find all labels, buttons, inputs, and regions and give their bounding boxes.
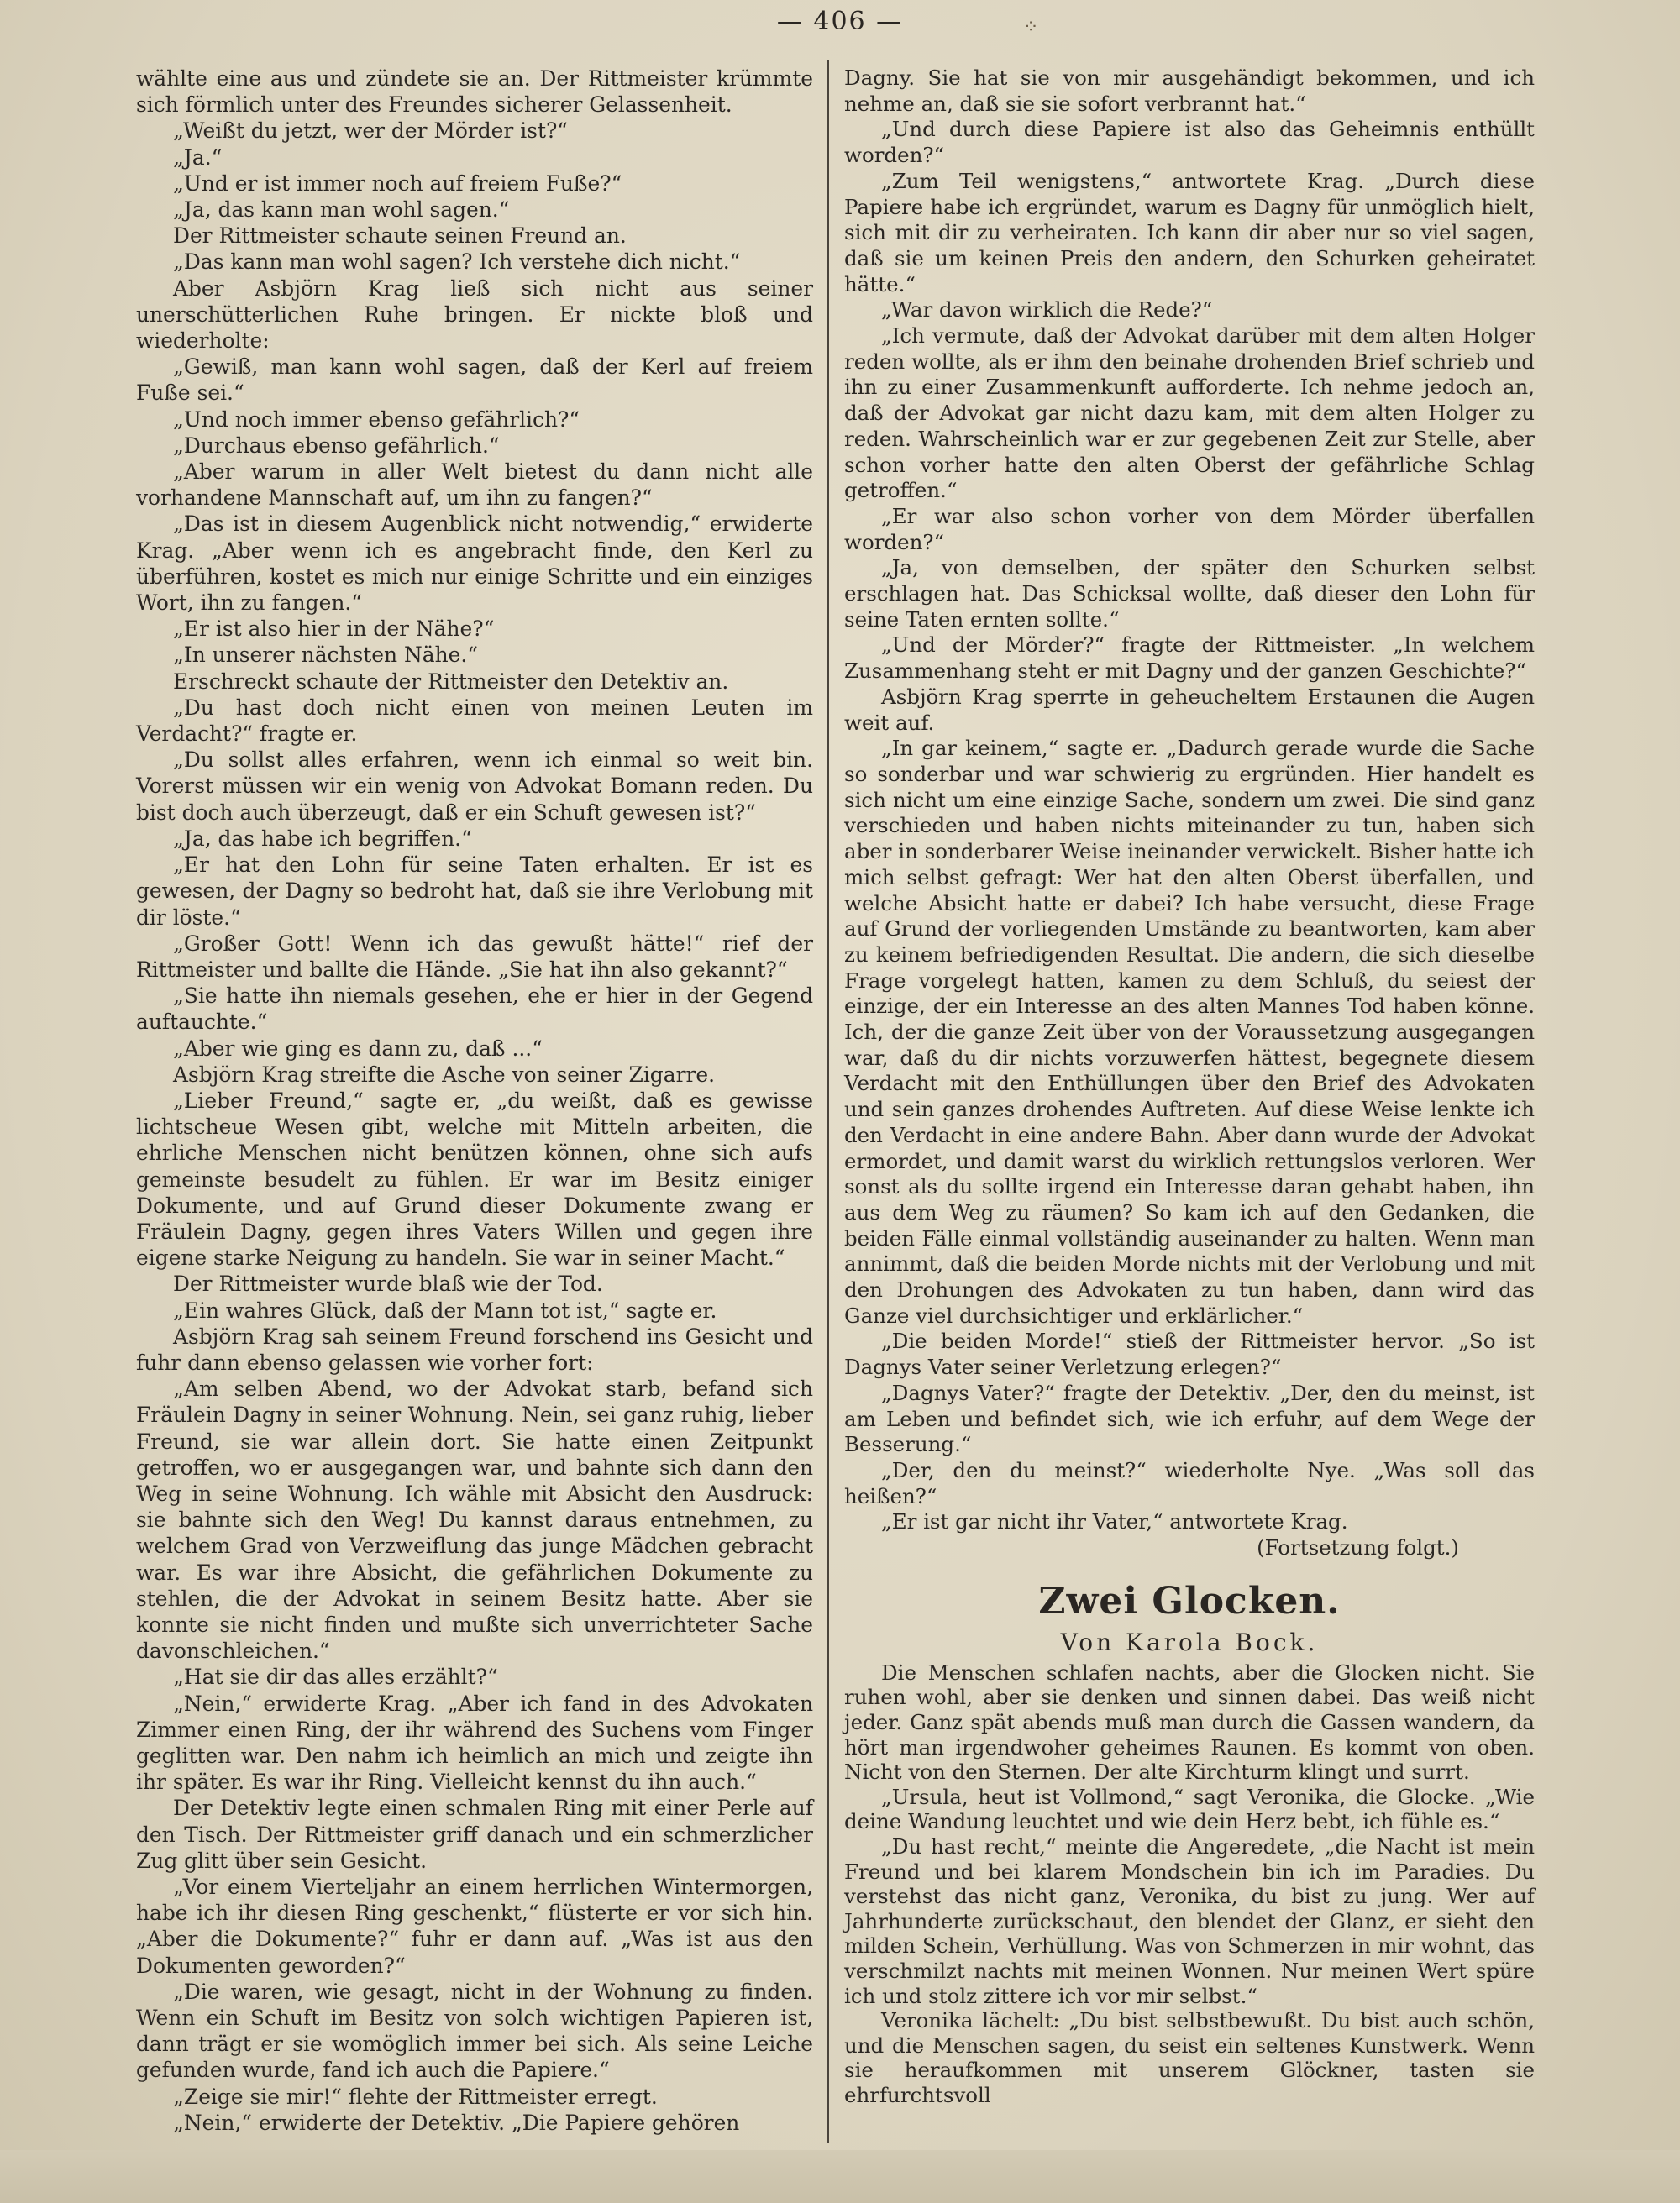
paragraph: „Lieber Freund,“ sagte er, „du weißt, daß es gewisse lichtscheue Wesen gibt, welche mit Mitteln arbeiten, die ehrliche Menschen nicht benützen können, ohne sich aufs gemeinste besudelt zu fühlen. Er war im Besitz einiger Dokumente, und auf Grund dieser Dokumente zwang er Fräulein Dagny, gegen ihres Vaters Willen und gegen ihre eigene starke Neigung zu handeln. Sie war in seiner Macht.“ xyxy=(136,1088,813,1271)
serial-continuation xyxy=(844,66,1535,1561)
paragraph: Die Menschen schlafen nachts, aber die Glocken nicht. Sie ruhen wohl, aber sie denken und sinnen dabei. Das weiß nicht jeder. Ganz spät abends muß man durch die Gassen wandern, da hört man irgendwoher geheimes Raunen. Es kommt von oben. Nicht von den Sternen. Der alte Kirchturm klingt und surrt. xyxy=(844,1660,1535,1785)
paragraph: „Er ist also hier in der Nähe?“ xyxy=(173,616,495,642)
paragraph: „In unserer nächsten Nähe.“ xyxy=(173,643,478,668)
paragraph: „Und er ist immer noch auf freiem Fuße?“ xyxy=(173,170,622,196)
paragraph: „Ursula, heut ist Vollmond,“ sagt Veronika, die Glocke. „Wie deine Wandung leuchtet und wie dein Herz bebt, ich fühle es.“ xyxy=(844,1784,1535,1834)
story-title: Zwei Glocken. xyxy=(1038,1579,1341,1623)
paragraph: „Ein wahres Glück, daß der Mann tot ist,“ sagte er. xyxy=(173,1298,717,1323)
paragraph: „Und durch diese Papiere ist also das Geheimnis enthüllt worden?“ xyxy=(844,117,1535,168)
paragraph: „Das kann man wohl sagen? Ich verstehe dich nicht.“ xyxy=(173,249,741,275)
paragraph: Der Detektiv legte einen schmalen Ring mit einer Perle auf den Tisch. Der Rittmeister griff danach und ein schmerzlicher Zug glitt über sein Gesicht. xyxy=(136,1796,813,1873)
paragraph: „Vor einem Vierteljahr an einem herrlichen Wintermorgen, habe ich ihr diesen Ring geschenkt,“ flüsterte er vor sich hin. „Aber die Dokumente?“ fuhr er dann auf. „Was ist aus den Dokumenten geworden?“ xyxy=(136,1875,813,1978)
column-divider xyxy=(827,60,829,2143)
ink-blot-mark: ⁘ xyxy=(1023,17,1039,38)
paragraph: Asbjörn Krag sah seinem Freund forschend ins Gesicht und fuhr dann ebenso gelassen wie vorher fort: xyxy=(136,1324,813,1375)
paragraph: „War davon wirklich die Rede?“ xyxy=(881,297,1213,323)
paragraph: „Durchaus ebenso gefährlich.“ xyxy=(173,433,500,458)
paragraph: „Sie hatte ihn niemals gesehen, ehe er hier in der Gegend auftauchte.“ xyxy=(136,983,813,1035)
paragraph: „Nein,“ erwiderte der Detektiv. „Die Papiere gehören xyxy=(173,2110,740,2135)
paragraph: Der Rittmeister wurde blaß wie der Tod. xyxy=(173,1272,603,1297)
paragraph: „Der, den du meinst?“ wiederholte Nye. „Was soll das heißen?“ xyxy=(844,1457,1535,1508)
paragraph: „Zeige sie mir!“ flehte der Rittmeister erregt. xyxy=(173,2084,658,2109)
paragraph: „Die waren, wie gesagt, nicht in der Wohnung zu finden. Wenn ein Schuft im Besitz von solch wichtigen Papieren ist, dann trägt er sie womöglich immer bei sich. Als seine Leiche gefunden wurde, fand ich auch die Papiere.“ xyxy=(136,1979,813,2083)
paper-margin xyxy=(0,2150,1680,2203)
paragraph: Asbjörn Krag sperrte in geheucheltem Erstaunen die Augen weit auf. xyxy=(844,684,1535,735)
paragraph: „Nein,“ erwiderte Krag. „Aber ich fand in des Advokaten Zimmer einen Ring, der ihr während des Suchens vom Finger geglitten war. Den nahm ich heimlich an mich und zeigte ihn ihr später. Es war ihr Ring. Vielleicht kennst du ihn auch.“ xyxy=(136,1691,813,1795)
paragraph: „Ja.“ xyxy=(173,144,223,170)
paragraph: Aber Asbjörn Krag ließ sich nicht aus seiner unerschütterlichen Ruhe bringen. Er nickte bloß und wiederholte: xyxy=(136,275,813,354)
paragraph: „Die beiden Morde!“ stieß der Rittmeister hervor. „So ist Dagnys Vater seiner Verletzung erlegen?“ xyxy=(844,1329,1535,1380)
paragraph: „Großer Gott! Wenn ich das gewußt hätte!“ rief der Rittmeister und ballte die Hände. „Sie hat ihn also gekannt?“ xyxy=(136,931,813,982)
page-number: — 406 — xyxy=(776,7,904,36)
right-column xyxy=(844,66,1535,2107)
paragraph: „Du sollst alles erfahren, wenn ich einmal so weit bin. Vorerst müssen wir ein wenig von Advokat Bomann reden. Du bist doch auch überzeugt, daß er ein Schuft gewesen ist?“ xyxy=(136,747,813,825)
paragraph: „Du hast recht,“ meinte die Angeredete, „die Nacht ist mein Freund und bei klarem Mondschein bin ich im Paradies. Du verstehst das nicht ganz, Veronika, du bist zu jung. Wer auf Jahrhunderte zurückschaut, den blendet der Glanz, er sieht den milden Schein, Verhüllung. Was von Schmerzen in mir wohnt, das verschmilzt nachts mit meinen Wonnen. Nur meinen Wert spüre ich und stolz zittere ich vor mir selbst.“ xyxy=(844,1833,1535,2008)
paragraph: „Aber wie ging es dann zu, daß ...“ xyxy=(173,1036,543,1061)
paragraph: Erschreckt schaute der Rittmeister den Detektiv an. xyxy=(173,669,729,694)
paragraph: „Ja, das habe ich begriffen.“ xyxy=(173,826,472,851)
paragraph: Asbjörn Krag streifte die Asche von seiner Zigarre. xyxy=(173,1062,716,1087)
paragraph: „In gar keinem,“ sagte er. „Dadurch gerade wurde die Sache so sonderbar und war schwierig zu ergründen. Hier handelt es sich nicht um eine einzige Sache, sondern um zwei. Die sind ganz verschieden und haben nichts miteinander zu tun, haben sich aber in sonderbarer Weise ineinander verwickelt. Bisher hatte ich mich selbst gefragt: Wer hat den alten Oberst überfallen, und welche Absicht hatte er dabei? Ich habe versucht, diese Frage auf Grund der vorliegenden Umstände zu beantworten, kam aber zu keinem befriedigenden Resultat. Die andern, die sich dieselbe Frage vorgelegt hatten, kamen zu dem Schluß, du seiest der einzige, der ein Interesse an des alten Mannes Tod haben könne. Ich, der die ganze Zeit über von der Voraussetzung ausgegangen war, daß du dir nichts vorzuwerfen hättest, begegnete diesem Verdacht mit den Enthüllungen über den Brief des Advokaten und sein ganzes drohendes Auftreten. Auf diese Weise lenkte ich den Verdacht in eine andere Bahn. Aber dann wurde der Advokat ermordet, und damit warst du wirklich rettungslos verloren. Wer sonst als du sollte irgend ein Interesse daran gehabt haben, ihn aus dem Weg zu räumen? So kam ich auf den Gedanken, die beiden Fälle einmal vollständig auseinander zu halten. Wenn man annimmt, daß die beiden Morde nichts mit der Verlobung und mit den Drohungen des Advokaten zu tun haben, dann wird das Ganze viel durchsichtiger und erklärlicher.“ xyxy=(844,736,1535,1328)
paragraph: „Gewiß, man kann wohl sagen, daß der Kerl auf freiem Fuße sei.“ xyxy=(136,354,813,406)
paragraph: „Und noch immer ebenso gefährlich?“ xyxy=(173,407,580,432)
paragraph: Veronika lächelt: „Du bist selbstbewußt. Du bist auch schön, und die Menschen sagen, du seist ein seltenes Kunstwerk. Wenn sie heraufkommen mit unserem Glöckner, tasten sie ehrfurchtsvoll xyxy=(844,2008,1535,2107)
paragraph: „Er ist gar nicht ihr Vater,“ antwortete Krag. xyxy=(881,1509,1348,1534)
paragraph: „Zum Teil wenigstens,“ antwortete Krag. „Durch diese Papiere habe ich ergründet, warum es Dagny für unmöglich hielt, sich mit dir zu verheiraten. Ich kann dir aber nur so viel sagen, daß sie um keinen Preis den andern, den Schurken geheiratet hätte.“ xyxy=(844,168,1535,296)
paragraph: „Er war also schon vorher von dem Mörder überfallen worden?“ xyxy=(844,503,1535,554)
paragraph: „Du hast doch nicht einen von meinen Leuten im Verdacht?“ fragte er. xyxy=(136,695,813,747)
paragraph: Der Rittmeister schaute seinen Freund an. xyxy=(173,223,627,249)
left-column xyxy=(136,66,813,2136)
paragraph: (Fortsetzung folgt.) xyxy=(1257,1535,1459,1560)
paragraph: „Ja, von demselben, der später den Schurken selbst erschlagen hat. Das Schicksal wollte, daß dieser den Lohn für seine Taten ernten sollte.“ xyxy=(844,555,1535,632)
paragraph: „Ich vermute, daß der Advokat darüber mit dem alten Holger reden wollte, als er ihm den beinahe drohenden Brief schrieb und ihn zu einer Zusammenkunft aufforderte. Ich nehme jedoch an, daß der Advokat gar nicht dazu kam, mit dem alten Holger zu reden. Wahrscheinlich war er zur gegebenen Zeit zur Stelle, aber schon vorher hatte den alten Oberst der gefährliche Schlag getroffen.“ xyxy=(844,323,1535,503)
paragraph: „Aber warum in aller Welt bietest du dann nicht alle vorhandene Mannschaft auf, um ihn zu fangen?“ xyxy=(136,459,813,511)
paragraph: „Und der Mörder?“ fragte der Rittmeister. „In welchem Zusammenhang steht er mit Dagny und der ganzen Geschichte?“ xyxy=(844,632,1535,684)
paragraph: „Das ist in diesem Augenblick nicht notwendig,“ erwiderte Krag. „Aber wenn ich es angebracht finde, den Kerl zu überführen, kostet es mich nur einige Schritte und ein einziges Wort, ihn zu fangen.“ xyxy=(136,511,813,616)
paragraph: „Ja, das kann man wohl sagen.“ xyxy=(173,197,510,223)
story-author: Von Karola Bock. xyxy=(1060,1628,1319,1656)
story-body xyxy=(844,1660,1535,2108)
paragraph: Dagny. Sie hat sie von mir ausgehändigt bekommen, und ich nehme an, daß sie sie sofort verbrannt hat.“ xyxy=(844,66,1535,116)
paragraph: wählte eine aus und zündete sie an. Der Rittmeister krümmte sich förmlich unter des Freundes sicherer Gelassenheit. xyxy=(136,66,813,118)
paragraph: „Er hat den Lohn für seine Taten erhalten. Er ist es gewesen, der Dagny so bedroht hat, daß sie ihre Verlobung mit dir löste.“ xyxy=(136,852,813,930)
page-header xyxy=(0,7,1680,49)
paragraph: „Hat sie dir das alles erzählt?“ xyxy=(173,1665,498,1690)
paragraph: „Weißt du jetzt, wer der Mörder ist?“ xyxy=(173,118,569,144)
paragraph: „Am selben Abend, wo der Advokat starb, befand sich Fräulein Dagny in seiner Wohnung. Nein, sei ganz ruhig, lieber Freund, sie war allein dort. Sie hatte einen Zeitpunkt getroffen, wo er ausgegangen war, und bahnte sich dann den Weg in seine Wohnung. Ich wähle mit Absicht den Ausdruck: sie bahnte sich den Weg! Du kannst daraus entnehmen, zu welchem Grad von Verzweiflung das junge Mädchen gebracht war. Es war ihre Absicht, die gefährlichen Dokumente zu stehlen, die der Advokat in seinem Besitz hatte. Aber sie konnte sie nicht finden und mußte sich unverrichteter Sache davonschleichen.“ xyxy=(136,1377,813,1664)
paragraph: „Dagnys Vater?“ fragte der Detektiv. „Der, den du meinst, ist am Leben und befindet sich, wie ich erfuhr, auf dem Wege der Besserung.“ xyxy=(844,1380,1535,1457)
